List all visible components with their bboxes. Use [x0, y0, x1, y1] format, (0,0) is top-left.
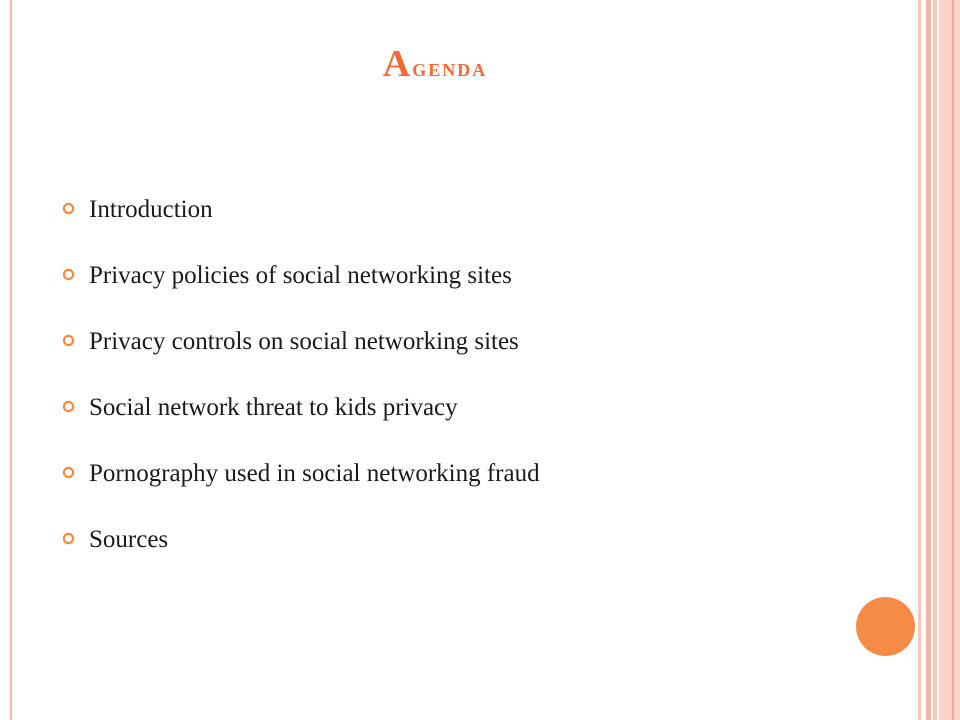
list-item-text: Introduction [89, 196, 213, 223]
agenda-list [62, 188, 540, 584]
ring-bullet-icon [62, 268, 75, 281]
slide-title [0, 42, 870, 86]
ring-bullet-icon [62, 334, 75, 347]
slide-title-initial: A [382, 43, 413, 85]
list-item [62, 452, 540, 518]
ring-bullet-icon [62, 400, 75, 413]
list-item-text: Social network threat to kids privacy [89, 394, 458, 421]
list-item-text: Pornography used in social networking fraud [89, 460, 540, 487]
right-stripe [939, 0, 960, 720]
ring-bullet-icon [62, 532, 75, 545]
right-stripe [918, 0, 921, 720]
ring-bullet-icon [62, 202, 75, 215]
list-item-text: Privacy policies of social networking sites [89, 262, 512, 289]
right-stripe [926, 0, 931, 720]
slide-title-rest: genda [412, 53, 488, 82]
list-item [62, 320, 540, 386]
list-item-text: Sources [89, 526, 169, 553]
right-stripe [933, 0, 937, 720]
list-item [62, 518, 540, 584]
right-stripe [952, 0, 954, 720]
ring-bullet-icon [62, 466, 75, 479]
list-item [62, 386, 540, 452]
decorative-circle [856, 597, 915, 656]
list-item [62, 254, 540, 320]
left-border-line [10, 0, 12, 720]
list-item [62, 188, 540, 254]
list-item-text: Privacy controls on social networking sites [89, 328, 519, 355]
